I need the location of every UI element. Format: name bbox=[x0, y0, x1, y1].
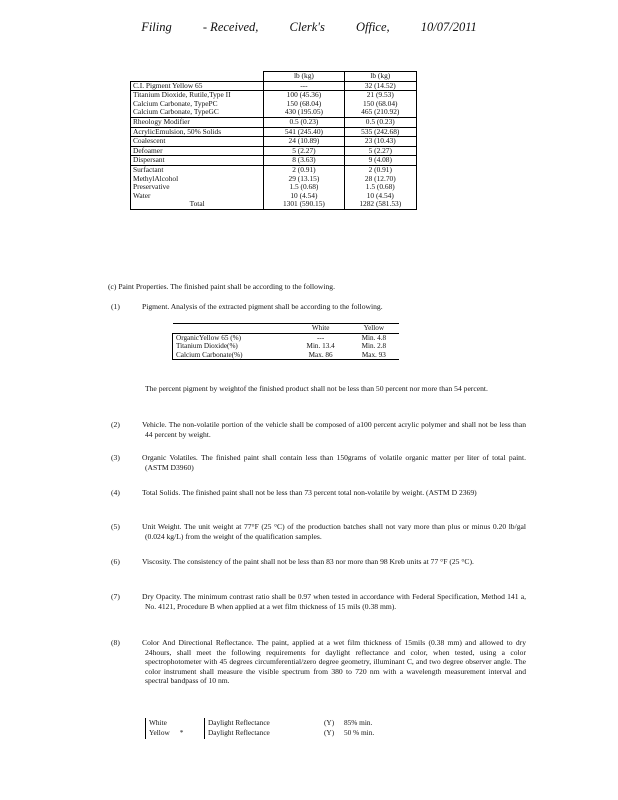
requirement-item bbox=[111, 420, 526, 439]
reflectance-color: White bbox=[149, 718, 167, 727]
header-office: Office, bbox=[355, 20, 390, 34]
formula-cell: 5 (2.27) bbox=[264, 146, 344, 156]
formula-cell: 0.5 (0.23) bbox=[264, 117, 344, 127]
reflectance-cell: 50 % min. bbox=[343, 728, 375, 738]
formula-cell: Preservative bbox=[131, 183, 264, 192]
formula-cell: 1.5 (0.68) bbox=[264, 183, 344, 192]
reflectance-mark: * bbox=[179, 728, 184, 738]
formula-cell: AcrylicEmulsion, 50% Solids bbox=[131, 127, 264, 137]
reflectance-table bbox=[145, 718, 385, 739]
formula-cell: --- bbox=[264, 81, 344, 91]
pigment-col-header bbox=[173, 324, 293, 334]
formula-cell: 8 (3.63) bbox=[264, 156, 344, 166]
formula-total-cell: Total bbox=[131, 200, 264, 209]
requirement-item bbox=[111, 557, 526, 567]
formula-cell: 10 (4.54) bbox=[264, 192, 344, 201]
header-filing: Filing bbox=[141, 20, 172, 34]
item-text: Organic Volatiles. The finished paint shall contain less than 150grams of volatile organic matter per liter of total paint. (ASTM D3960) bbox=[142, 453, 526, 472]
table-row bbox=[131, 156, 417, 166]
formula-cell: Water bbox=[131, 192, 264, 201]
table-row bbox=[131, 117, 417, 127]
pigment-percent-note: The percent pigment by weightof the finished product shall not be less than 50 percent nor more than 54 percent. bbox=[145, 384, 488, 393]
item-text: Unit Weight. The unit weight at 77°F (25 °C) of the production batches shall not vary more than plus or minus 0.20 lb/gal (0.024 kg/L) from the weight of the qualification samples. bbox=[142, 522, 526, 541]
item-number: (5) bbox=[111, 522, 120, 531]
reflectance-cell: 85% min. bbox=[343, 718, 373, 727]
item-number: (6) bbox=[111, 557, 120, 566]
formula-cell: 2 (0.91) bbox=[264, 165, 344, 174]
pigment-cell: Max. 86 bbox=[293, 351, 349, 360]
pigment-col-header: Yellow bbox=[349, 324, 399, 334]
pigment-cell: Titanium Dioxide(%) bbox=[173, 342, 293, 351]
table-row bbox=[173, 333, 400, 342]
table-row bbox=[146, 728, 385, 738]
reflectance-cell: (Y) bbox=[324, 718, 335, 727]
item-number: (4) bbox=[111, 488, 120, 497]
page-header bbox=[0, 20, 618, 35]
item-text: Viscosity. The consistency of the paint shall not be less than 83 nor more than 98 Kreb units at 77 °F (25 °C). bbox=[142, 557, 474, 566]
formula-col-header: lb (kg) bbox=[264, 72, 344, 82]
table-row bbox=[173, 342, 400, 351]
formula-col-header: lb (kg) bbox=[344, 72, 416, 82]
pigment-cell: --- bbox=[317, 333, 325, 342]
reflectance-cell bbox=[146, 718, 205, 728]
pigment-cell: Min. 2.8 bbox=[361, 342, 387, 351]
item-text: Vehicle. The non-volatile portion of the vehicle shall be composed of a100 percent acrylic polymer and shall not be less than 44 percent by weight. bbox=[142, 420, 526, 439]
item-number: (1) bbox=[111, 302, 120, 311]
requirement-item bbox=[111, 638, 526, 686]
pigment-table bbox=[172, 323, 399, 360]
table-row-total bbox=[131, 200, 417, 209]
reflectance-cell bbox=[146, 728, 205, 738]
requirement-item bbox=[111, 488, 526, 498]
reflectance-cell: (Y) bbox=[324, 728, 335, 738]
item-number: (3) bbox=[111, 453, 120, 462]
formula-total-cell: 1282 (581.53) bbox=[344, 200, 416, 209]
formula-cell: 465 (210.92) bbox=[344, 108, 416, 117]
formula-cell: 21 (9.53) bbox=[344, 91, 416, 100]
item-number: (7) bbox=[111, 592, 120, 601]
formula-cell: Defoamer bbox=[131, 146, 264, 156]
formula-cell: 29 (13.15) bbox=[264, 175, 344, 184]
pigment-cell: Min. 4.8 bbox=[361, 333, 387, 342]
item-text: Pigment. Analysis of the extracted pigment shall be according to the following. bbox=[142, 302, 383, 311]
header-date: 10/07/2011 bbox=[420, 20, 477, 34]
formula-cell: 32 (14.52) bbox=[344, 81, 416, 91]
formula-cell: 430 (195.05) bbox=[264, 108, 344, 117]
section-c-heading: (c) Paint Properties. The finished paint shall be according to the following. bbox=[108, 282, 335, 291]
formula-cell: 10 (4.54) bbox=[344, 192, 416, 201]
pigment-col-header: White bbox=[293, 324, 349, 334]
formula-cell: 28 (12.70) bbox=[344, 175, 416, 184]
formula-cell: Titanium Dioxide, Rutile,Type II bbox=[131, 91, 264, 100]
formula-cell: 9 (4.08) bbox=[344, 156, 416, 166]
formula-cell: 150 (68.04) bbox=[344, 100, 416, 109]
formula-cell: MethylAlcohol bbox=[131, 175, 264, 184]
header-clerks: Clerk's bbox=[289, 20, 325, 34]
requirement-item bbox=[111, 522, 526, 541]
reflectance-cell: Daylight Reflectance bbox=[205, 728, 322, 738]
formula-cell: 5 (2.27) bbox=[344, 146, 416, 156]
pigment-cell: Calcium Carbonate(%) bbox=[173, 351, 293, 360]
formula-cell: 535 (242.68) bbox=[344, 127, 416, 137]
reflectance-color: Yellow bbox=[149, 728, 170, 738]
formula-cell: Calcium Carbonate, TypePC bbox=[131, 100, 264, 109]
item-text: Color And Directional Reflectance. The paint, applied at a wet film thickness of 15mils (0.38 mm) and allowed to dry 24hours, shall meet the following requirements for daylight reflectance and color, when tested, using a color spectrophotometer with 45 degrees circumferential/zero degree geometry, illuminant C, and two degree observer angle. The color instrument shall measure the visible spectrum from 380 to 720 nm with a wavelength measurement interval and spectral bandpass of 10 nm. bbox=[142, 638, 526, 686]
formula-cell: 24 (10.89) bbox=[264, 137, 344, 147]
formula-cell: Surfactant bbox=[131, 165, 264, 174]
table-row bbox=[173, 351, 400, 360]
formula-cell: Coalescent bbox=[131, 137, 264, 147]
pigment-cell: Min. 13.4 bbox=[306, 342, 335, 351]
formula-cell: 541 (245.40) bbox=[264, 127, 344, 137]
formula-cell: 23 (10.43) bbox=[344, 137, 416, 147]
table-row bbox=[146, 718, 385, 728]
requirement-item bbox=[111, 592, 526, 611]
table-row bbox=[131, 137, 417, 147]
formula-cell: C.I. Pigment Yellow 65 bbox=[131, 81, 264, 91]
item-number: (2) bbox=[111, 420, 120, 429]
formula-cell: 100 (45.36) bbox=[264, 91, 344, 100]
pigment-intro bbox=[111, 302, 526, 312]
pigment-cell: OrganicYellow 65 (%) bbox=[173, 333, 293, 342]
formula-cell: 0.5 (0.23) bbox=[344, 117, 416, 127]
formula-table bbox=[130, 71, 417, 210]
formula-cell: 150 (68.04) bbox=[264, 100, 344, 109]
pigment-cell: Max. 93 bbox=[349, 351, 399, 360]
requirement-item bbox=[111, 453, 526, 472]
item-number: (8) bbox=[111, 638, 120, 647]
formula-cell: 1.5 (0.68) bbox=[344, 183, 416, 192]
item-text: Dry Opacity. The minimum contrast ratio shall be 0.97 when tested in accordance with Federal Specification, Method 141 a, No. 4121, Procedure B when applied at a wet film thickness of 15 mils (0.38 mm). bbox=[142, 592, 526, 611]
formula-cell: Rheology Modifier bbox=[131, 117, 264, 127]
formula-total-cell: 1301 (590.15) bbox=[264, 200, 344, 209]
formula-cell: Dispersant bbox=[131, 156, 264, 166]
formula-cell: 2 (0.91) bbox=[344, 165, 416, 174]
formula-col-header bbox=[131, 72, 264, 82]
formula-cell: Calcium Carbonate, TypeGC bbox=[131, 108, 264, 117]
reflectance-cell: Daylight Reflectance bbox=[205, 718, 322, 728]
header-received: - Received, bbox=[202, 20, 259, 34]
item-text: Total Solids. The finished paint shall not be less than 73 percent total non-volatile by weight. (ASTM D 2369) bbox=[142, 488, 477, 497]
